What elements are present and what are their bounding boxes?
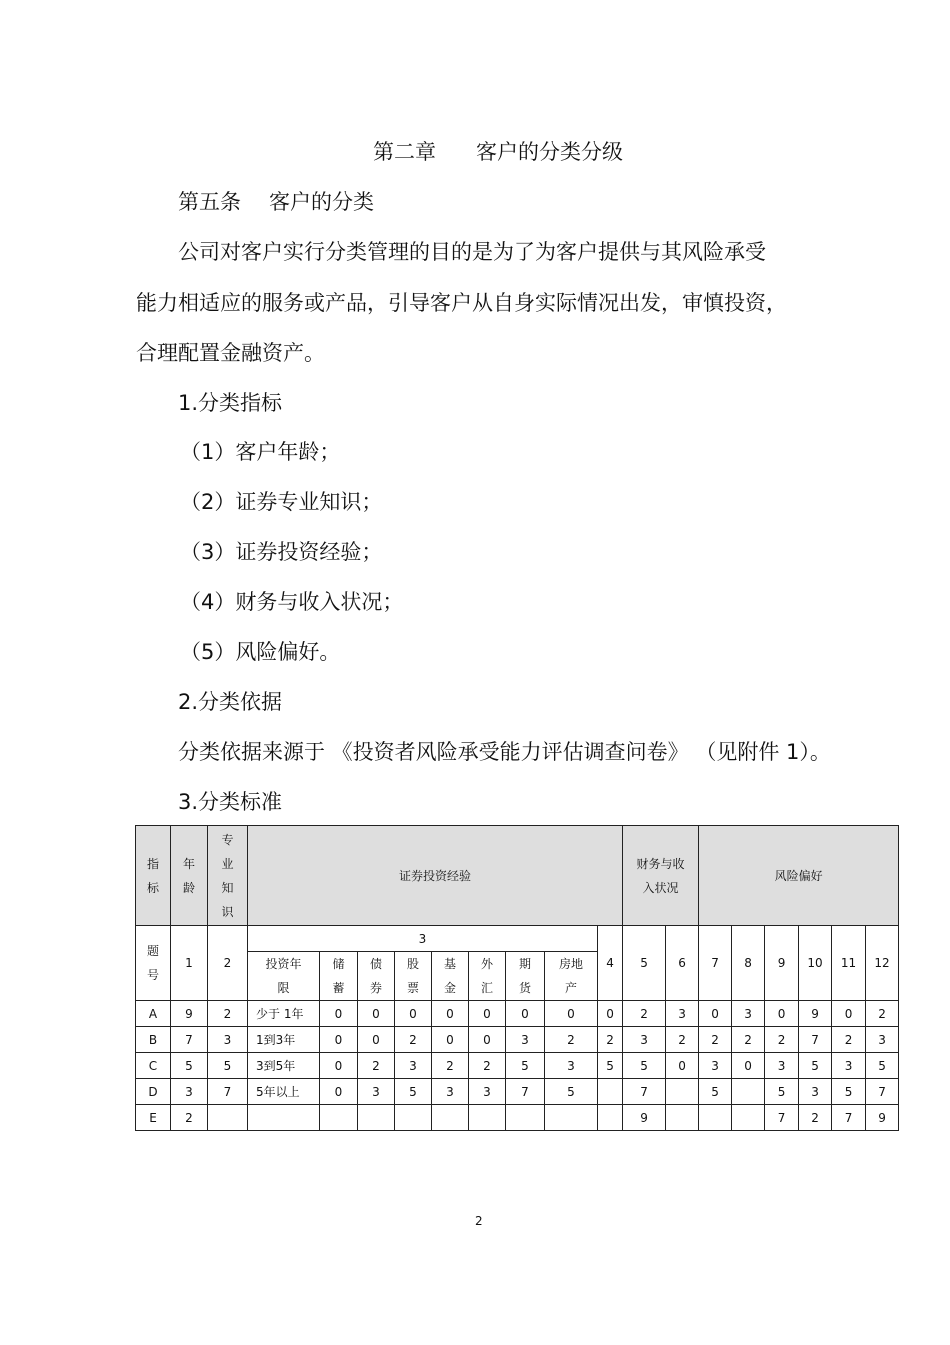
table-row [136,1001,899,1027]
table-cell: 7 [208,1079,248,1105]
subheader-cell [395,952,432,1001]
table-cell: 9 [799,1001,832,1027]
paragraph: 分类依据来源于 《投资者风险承受能力评估调查问卷》 （见附件 1）。 [178,740,831,764]
table-cell: 2 [208,1001,248,1027]
chapter-heading [373,140,623,164]
subheader-text: 储蓄 [332,957,345,995]
subheader-cell [320,952,358,1001]
table-cell: 2 [395,1027,432,1053]
table-cell: 2 [799,1105,832,1131]
table-cell: 3 [469,1079,506,1105]
row-label-cell: D [136,1079,171,1105]
table-cell: 5 [171,1053,208,1079]
table-cell [598,1079,623,1105]
table-cell: 0 [666,1053,699,1079]
table-cell: 0 [358,1027,395,1053]
table-cell [432,1105,469,1131]
subheader-text: 投资年限 [265,957,302,995]
table-cell: 9 [171,1001,208,1027]
table-cell: 0 [598,1001,623,1027]
table-cell: 2 [171,1105,208,1131]
table-cell: 3 [623,1027,666,1053]
section-heading: 2.分类依据 [178,690,283,714]
table-cell: 0 [320,1079,358,1105]
subheader-text: 债券 [369,957,382,995]
table-cell: 0 [469,1001,506,1027]
article-heading [178,190,374,214]
question-number: 11 [832,926,866,1001]
row-label-cell: C [136,1053,171,1079]
question-number: 1 [171,926,208,1001]
table-cell: 5 [506,1053,545,1079]
subheader-text: 房地产 [558,957,583,995]
subheader-cell [248,952,320,1001]
table-cell [248,1105,320,1131]
header-text: 财务与收入状况 [636,856,685,895]
row-label-cell: E [136,1105,171,1131]
table-cell: 2 [732,1027,765,1053]
header-cell-indicator [136,826,171,926]
table-cell: 3 [358,1079,395,1105]
question-number: 6 [666,926,699,1001]
table-cell: 2 [765,1027,799,1053]
table-cell [666,1079,699,1105]
table-cell [469,1105,506,1131]
table-cell: 0 [432,1027,469,1053]
table-cell: 7 [623,1079,666,1105]
question-number: 5 [623,926,666,1001]
question-label: 题号 [146,944,159,982]
table-cell: 3到5年 [248,1053,320,1079]
list-item: （2）证券专业知识； [180,490,383,514]
section-heading: 3.分类标准 [178,790,283,814]
table-cell: 0 [432,1001,469,1027]
paragraph-line: 能力相适应的服务或产品，引导客户从自身实际情况出发，审慎投资， [136,291,787,315]
table-cell [395,1105,432,1131]
subheader-text: 外汇 [480,957,493,995]
question-number: 4 [598,926,623,1001]
table-cell: 5 [832,1079,866,1105]
table-cell: 0 [765,1001,799,1027]
header-cell-risk: 风险偏好 [699,826,899,926]
table-cell: 0 [699,1001,732,1027]
table-row [136,1053,899,1079]
table-cell: 3 [832,1053,866,1079]
list-item: （5）风险偏好。 [180,640,341,664]
chapter-title: 客户的分类分级 [476,140,623,164]
row-label-cell: A [136,1001,171,1027]
table-question-row [136,926,899,952]
table-cell [666,1105,699,1131]
table-cell: 7 [866,1079,899,1105]
table-cell: 7 [506,1079,545,1105]
table-cell: 2 [623,1001,666,1027]
table-cell: 3 [545,1053,598,1079]
list-item: （1）客户年龄； [180,440,341,464]
table-cell: 2 [832,1027,866,1053]
table-cell: 5 [699,1079,732,1105]
table-cell: 少于 1年 [248,1001,320,1027]
table-cell [208,1105,248,1131]
table-cell: 5 [208,1053,248,1079]
header-cell-knowledge [208,826,248,926]
table-cell: 0 [506,1001,545,1027]
question-number: 12 [866,926,899,1001]
table-cell: 5 [799,1053,832,1079]
table-cell: 3 [395,1053,432,1079]
subheader-cell [469,952,506,1001]
header-cell-finance [623,826,699,926]
table-cell: 2 [358,1053,395,1079]
table-cell [506,1105,545,1131]
table-cell: 5 [598,1053,623,1079]
table-cell: 0 [545,1001,598,1027]
subheader-text: 基金 [443,957,456,995]
subheader-cell [432,952,469,1001]
table-cell: 0 [732,1053,765,1079]
article-number: 第五条 [178,190,241,214]
question-number: 3 [248,926,598,952]
table-cell: 0 [358,1001,395,1027]
table-cell: 3 [799,1079,832,1105]
table-cell: 3 [699,1053,732,1079]
header-text: 指标 [146,856,159,895]
question-label-cell [136,926,171,1001]
table-cell: 7 [171,1027,208,1053]
table-cell: 3 [866,1027,899,1053]
table-cell: 7 [765,1105,799,1131]
table-cell [598,1105,623,1131]
subheader-cell [545,952,598,1001]
question-number: 2 [208,926,248,1001]
question-number: 10 [799,926,832,1001]
table-cell [732,1079,765,1105]
table-cell: 7 [832,1105,866,1131]
header-cell-experience: 证券投资经验 [248,826,623,926]
question-number: 9 [765,926,799,1001]
table-cell: 0 [832,1001,866,1027]
header-cell-age [171,826,208,926]
table-row [136,1079,899,1105]
paragraph-line: 合理配置金融资产。 [136,341,325,365]
table-cell [732,1105,765,1131]
table-cell: 3 [208,1027,248,1053]
table-cell: 2 [666,1027,699,1053]
table-cell: 2 [598,1027,623,1053]
subheader-text: 股票 [406,957,419,995]
header-text: 专业知识 [221,832,234,919]
table-cell [699,1105,732,1131]
table-row [136,1027,899,1053]
question-number: 7 [699,926,732,1001]
table-cell: 2 [699,1027,732,1053]
table-cell: 5 [623,1053,666,1079]
table-cell: 3 [171,1079,208,1105]
list-item: （3）证券投资经验； [180,540,383,564]
table-cell: 0 [320,1027,358,1053]
table-cell: 2 [469,1053,506,1079]
table-cell: 2 [432,1053,469,1079]
table-cell: 0 [320,1001,358,1027]
table-cell: 3 [765,1053,799,1079]
table-header-row [136,826,899,926]
table-cell: 1到3年 [248,1027,320,1053]
table-cell: 9 [866,1105,899,1131]
chapter-number: 第二章 [373,140,436,164]
table-body [136,1001,899,1131]
table-cell: 7 [799,1027,832,1053]
header-text: 年龄 [182,856,195,895]
table-cell: 2 [866,1001,899,1027]
table-cell: 0 [469,1027,506,1053]
table-cell: 3 [666,1001,699,1027]
table-cell: 3 [432,1079,469,1105]
table-cell: 5 [545,1079,598,1105]
question-number: 8 [732,926,765,1001]
subheader-text: 期货 [518,957,531,995]
table-cell: 3 [732,1001,765,1027]
table-cell: 9 [623,1105,666,1131]
subheader-cell [358,952,395,1001]
paragraph-line: 公司对客户实行分类管理的目的是为了为客户提供与其风险承受 [178,240,766,264]
table-cell: 3 [506,1027,545,1053]
table-cell: 0 [395,1001,432,1027]
row-label-cell: B [136,1027,171,1053]
table-cell [320,1105,358,1131]
table-cell: 5 [866,1053,899,1079]
table-cell [545,1105,598,1131]
table-cell [358,1105,395,1131]
subheader-cell [506,952,545,1001]
table-row [136,1105,899,1131]
table-cell: 5 [765,1079,799,1105]
table-cell: 0 [320,1053,358,1079]
table-cell: 5 [395,1079,432,1105]
table-cell: 5年以上 [248,1079,320,1105]
classification-table [135,825,899,1131]
list-item: （4）财务与收入状况； [180,590,404,614]
article-title: 客户的分类 [269,190,374,214]
table-cell: 2 [545,1027,598,1053]
section-heading: 1.分类指标 [178,391,283,415]
page-number: 2 [475,1214,483,1228]
